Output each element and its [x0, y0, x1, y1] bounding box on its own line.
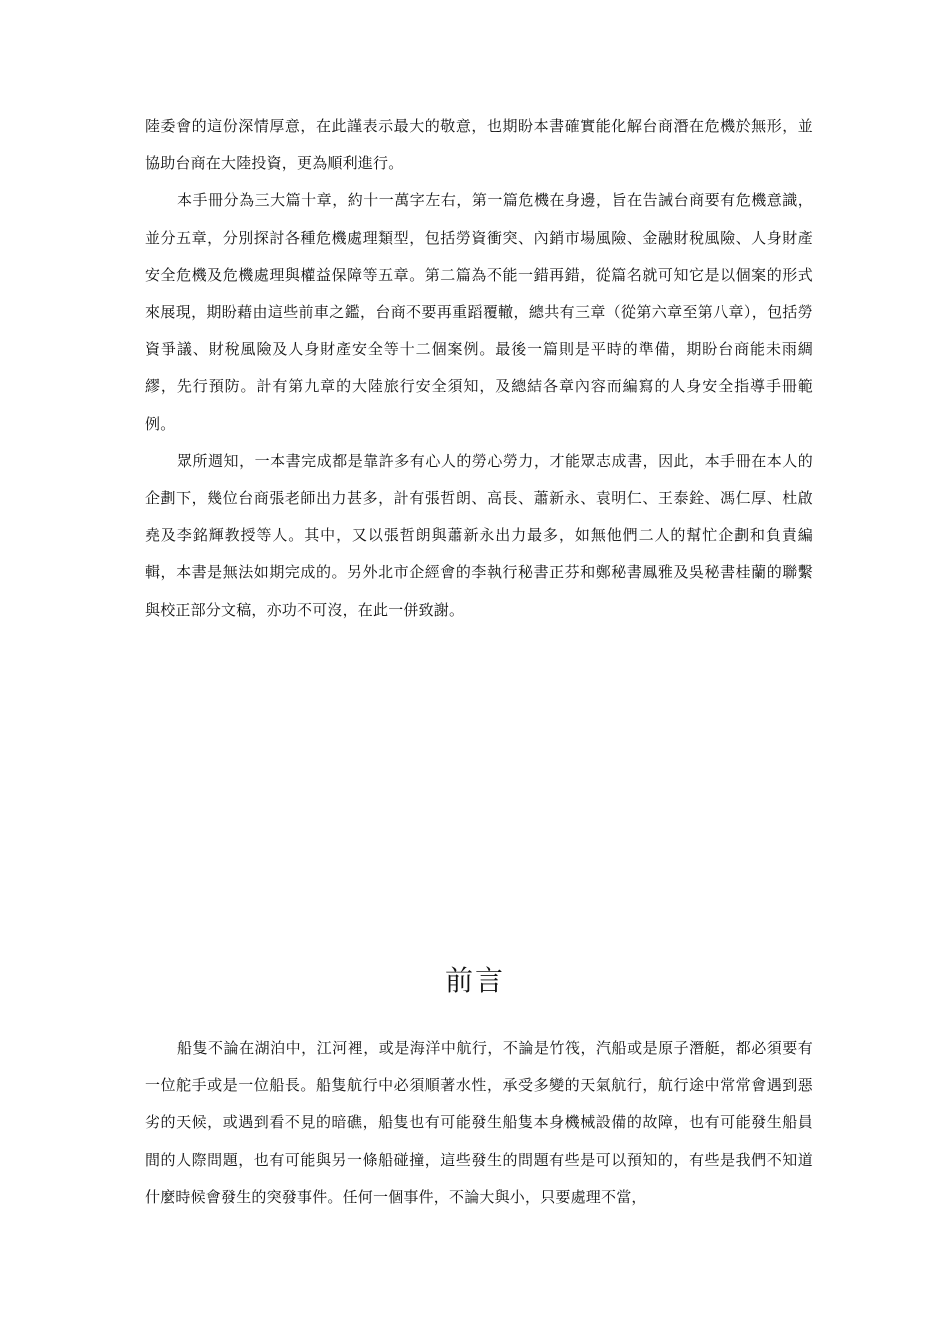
preface-paragraph-3: 眾所週知，一本書完成都是靠許多有心人的勞心勞力，才能眾志成書，因此，本手冊在本人的企劃下，幾位台商張老師出力甚多，計有張哲朗、高長、蕭新永、袁明仁、王泰銓、馮仁厚、杜啟堯及李銘輝教授等人。其中，又以張哲朗與蕭新永出力最多，如無他們二人的幫忙企劃和負責編輯，本書是無法如期完成的。另外北市企經會的李執行秘書正芬和鄭秘書鳳雅及吳秘書桂蘭的聯繫與校正部分文稿，亦功不可沒，在此一併致謝。 — [145, 451, 813, 619]
foreword-section — [145, 1030, 813, 1216]
foreword-title: 前言 — [444, 964, 505, 997]
preface-continued-section — [145, 108, 813, 629]
foreword-paragraph-1: 船隻不論在湖泊中，江河裡，或是海洋中航行，不論是竹筏，汽船或是原子潛艇，都必須要有一位舵手或是一位船長。船隻航行中必須順著水性，承受多變的天氣航行，航行途中常常會遇到惡劣的天候，或遇到看不見的暗礁，船隻也有可能發生船隻本身機械設備的故障，也有可能發生船員間的人際問題，也有可能與另一條船碰撞，這些發生的問題有些是可以預知的，有些是我們不知道什麼時候會發生的突發事件。任何一個事件，不論大與小，只要處理不當， — [145, 1039, 813, 1206]
preface-paragraph-2: 本手冊分為三大篇十章，約十一萬字左右，第一篇危機在身邊，旨在告誡台商要有危機意識，並分五章，分別探討各種危機處理類型，包括勞資衝突、內銷市場風險、金融財稅風險、人身財產安全危機及危機處理與權益保障等五章。第二篇為不能一錯再錯，從篇名就可知它是以個案的形式來展現，期盼藉由這些前車之鑑，台商不要再重蹈覆轍，總共有三章（從第六章至第八章），包括勞資爭議、財稅風險及人身財產安全等十二個案例。最後一篇則是平時的準備，期盼台商能未雨綢繆，先行預防。計有第九章的大陸旅行安全須知，及總結各章內容而編寫的人身安全指導手冊範例。 — [145, 191, 813, 433]
preface-paragraph-1: 陸委會的這份深情厚意，在此謹表示最大的敬意，也期盼本書確實能化解台商潛在危機於無形，並協助台商在大陸投資，更為順利進行。 — [145, 117, 813, 173]
